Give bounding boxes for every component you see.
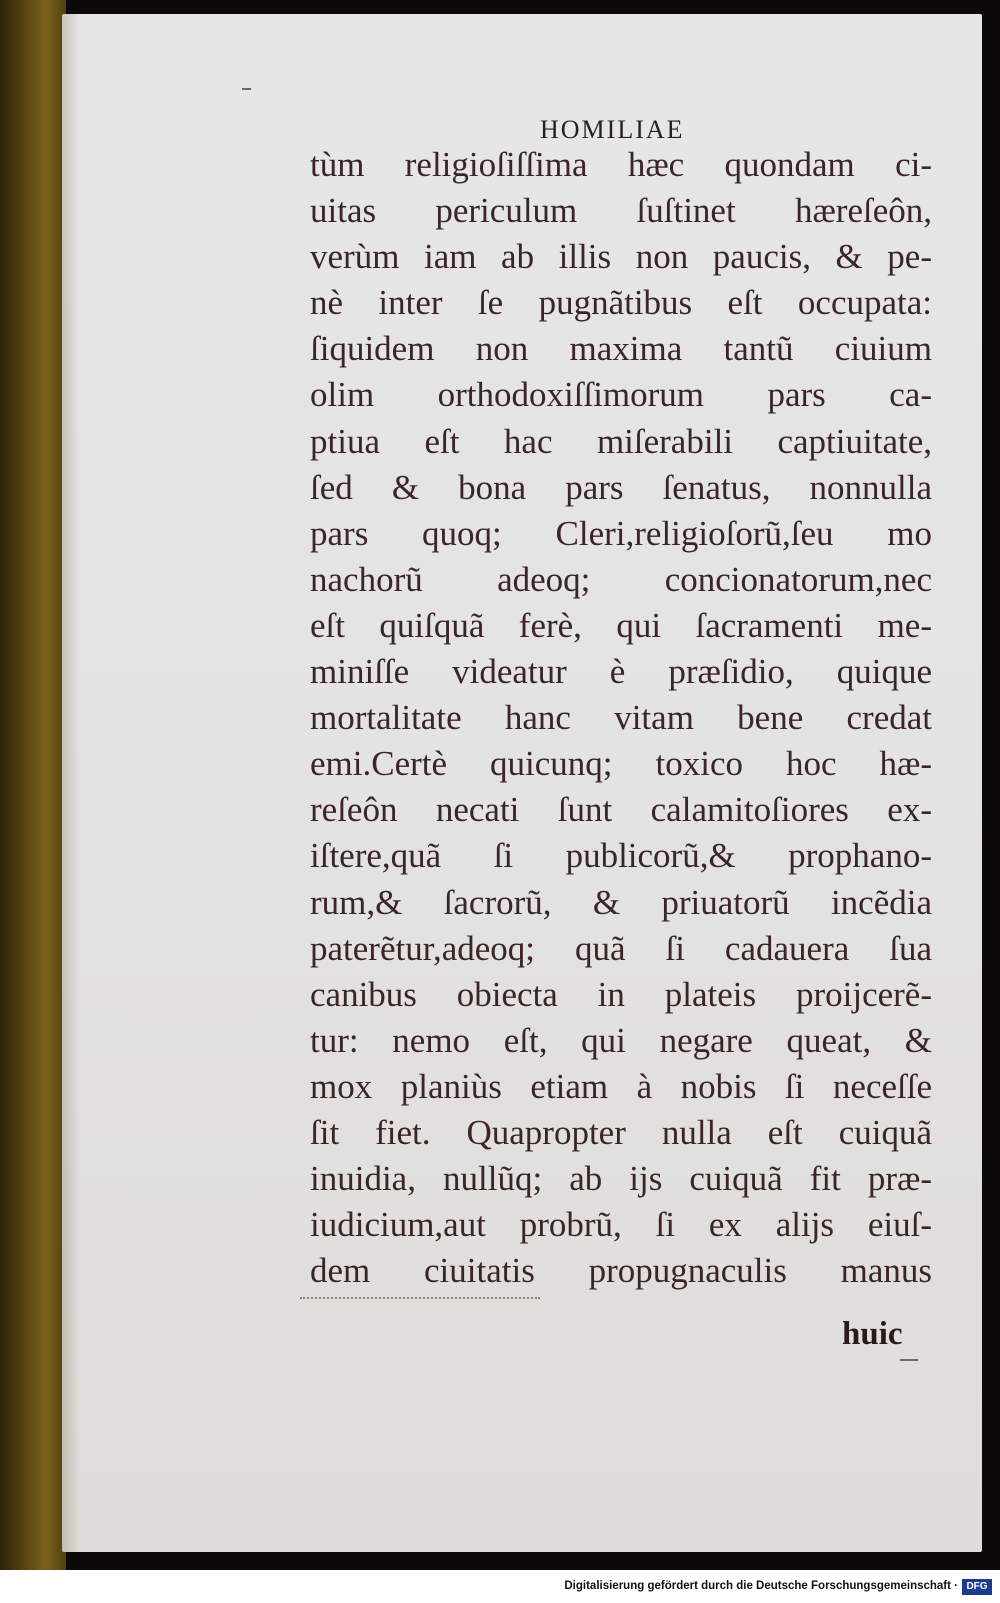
dotted-rule bbox=[300, 1297, 540, 1299]
text-line: rum,& ſacrorũ, & priuatorũ incẽdia bbox=[310, 882, 932, 922]
text-line: ſiquidem non maxima tantũ ciuium bbox=[310, 329, 932, 369]
catchword-dash bbox=[900, 1359, 918, 1361]
dfg-logo: DFG bbox=[962, 1579, 992, 1595]
text-line: tùm religioſiſſima hæc quondam ci- bbox=[310, 145, 932, 184]
text-line: emi.Certè quicunq; toxico hoc hæ- bbox=[310, 744, 932, 784]
book-page bbox=[62, 14, 982, 1552]
running-head: HOMILIAE bbox=[540, 115, 685, 144]
text-line: tur: nemo eſt, qui negare queat, & bbox=[310, 1020, 932, 1060]
credit-bar bbox=[0, 1570, 1000, 1603]
book-binding-edge bbox=[0, 0, 66, 1570]
text-line: miniſſe videatur è præſidio, quique bbox=[310, 652, 932, 692]
text-line: eſt quiſquã ferè, qui ſacramenti me- bbox=[310, 605, 932, 645]
catchword: huic bbox=[842, 1316, 903, 1352]
text-line: iſtere,quã ſi publicorũ,& prophano- bbox=[310, 836, 932, 876]
text-block bbox=[310, 142, 932, 1294]
text-line: mox planiùs etiam à nobis ſi neceſſe bbox=[310, 1066, 932, 1106]
page-speck bbox=[242, 88, 251, 90]
text-line: ſit fiet. Quapropter nulla eſt cuiquã bbox=[310, 1112, 932, 1152]
text-line: ptiua eſt hac miſerabili captiuitate, bbox=[310, 421, 932, 461]
digitization-credit: Digitalisierung gefördert durch die Deutsche Forschungsgemeinschaft · bbox=[564, 1580, 958, 1592]
text-line: ſed & bona pars ſenatus, nonnulla bbox=[310, 467, 932, 507]
text-line: mortalitate hanc vitam bene credat bbox=[310, 698, 932, 738]
text-line: verùm iam ab illis non paucis, & pe- bbox=[310, 237, 932, 277]
text-line: nachorũ adeoq; concionatorum,nec bbox=[310, 559, 932, 599]
text-line: paterẽtur,adeoq; quã ſi cadauera ſua bbox=[310, 928, 932, 968]
text-line: nè inter ſe pugnãtibus eſt occupata: bbox=[310, 283, 932, 323]
text-line: olim orthodoxiſſimorum pars ca- bbox=[310, 375, 932, 415]
text-line: canibus obiecta in plateis proijcerẽ- bbox=[310, 974, 932, 1014]
text-line: inuidia, nullũq; ab ijs cuiquã fit præ- bbox=[310, 1159, 932, 1199]
text-line: reſeôn necati ſunt calamitoſiores ex- bbox=[310, 790, 932, 830]
text-line: pars quoq; Cleri,religioſorũ,ſeu mo bbox=[310, 513, 932, 553]
text-line: uitas periculum ſuſtinet hæreſeôn, bbox=[310, 191, 932, 231]
text-line: dem ciuitatis propugnaculis manus bbox=[310, 1251, 932, 1291]
gutter-shadow bbox=[62, 14, 80, 1552]
text-line: iudicium,aut probrũ, ſi ex alijs eiuſ- bbox=[310, 1205, 932, 1245]
